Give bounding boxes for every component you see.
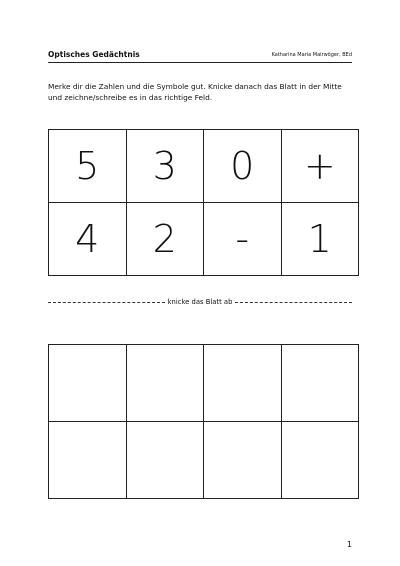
page-header	[48, 50, 352, 63]
page-number: 1	[346, 540, 352, 549]
answer-cell[interactable]	[204, 422, 282, 499]
instructions-text: Merke dir die Zahlen und die Symbole gut. Knicke danach das Blatt in der Mitte und zeichne/schreibe es in das richtige Feld.	[48, 82, 342, 102]
answer-cell[interactable]	[127, 422, 205, 499]
memory-cell: +	[282, 130, 360, 203]
memory-grid	[48, 129, 359, 276]
memory-cell: 0	[204, 130, 282, 203]
memory-cell: 4	[49, 203, 127, 276]
answer-cell[interactable]	[127, 345, 205, 422]
answer-cell[interactable]	[49, 345, 127, 422]
memory-cell: 3	[127, 130, 205, 203]
worksheet-title: Optisches Gedächtnis	[48, 50, 140, 59]
memory-cell: 5	[49, 130, 127, 203]
memory-cell: 1	[282, 203, 360, 276]
answer-cell[interactable]	[282, 422, 360, 499]
answer-grid	[48, 344, 359, 499]
author-name: Katharina Maria Mairwöger, BEd	[271, 52, 352, 58]
fold-line	[48, 297, 352, 307]
answer-cell[interactable]	[49, 422, 127, 499]
fold-dash-left	[48, 302, 165, 303]
memory-cell: 2	[127, 203, 205, 276]
answer-cell[interactable]	[282, 345, 360, 422]
answer-cell[interactable]	[204, 345, 282, 422]
fold-label: knicke das Blatt ab	[167, 298, 233, 306]
fold-dash-right	[235, 302, 352, 303]
memory-cell: -	[204, 203, 282, 276]
